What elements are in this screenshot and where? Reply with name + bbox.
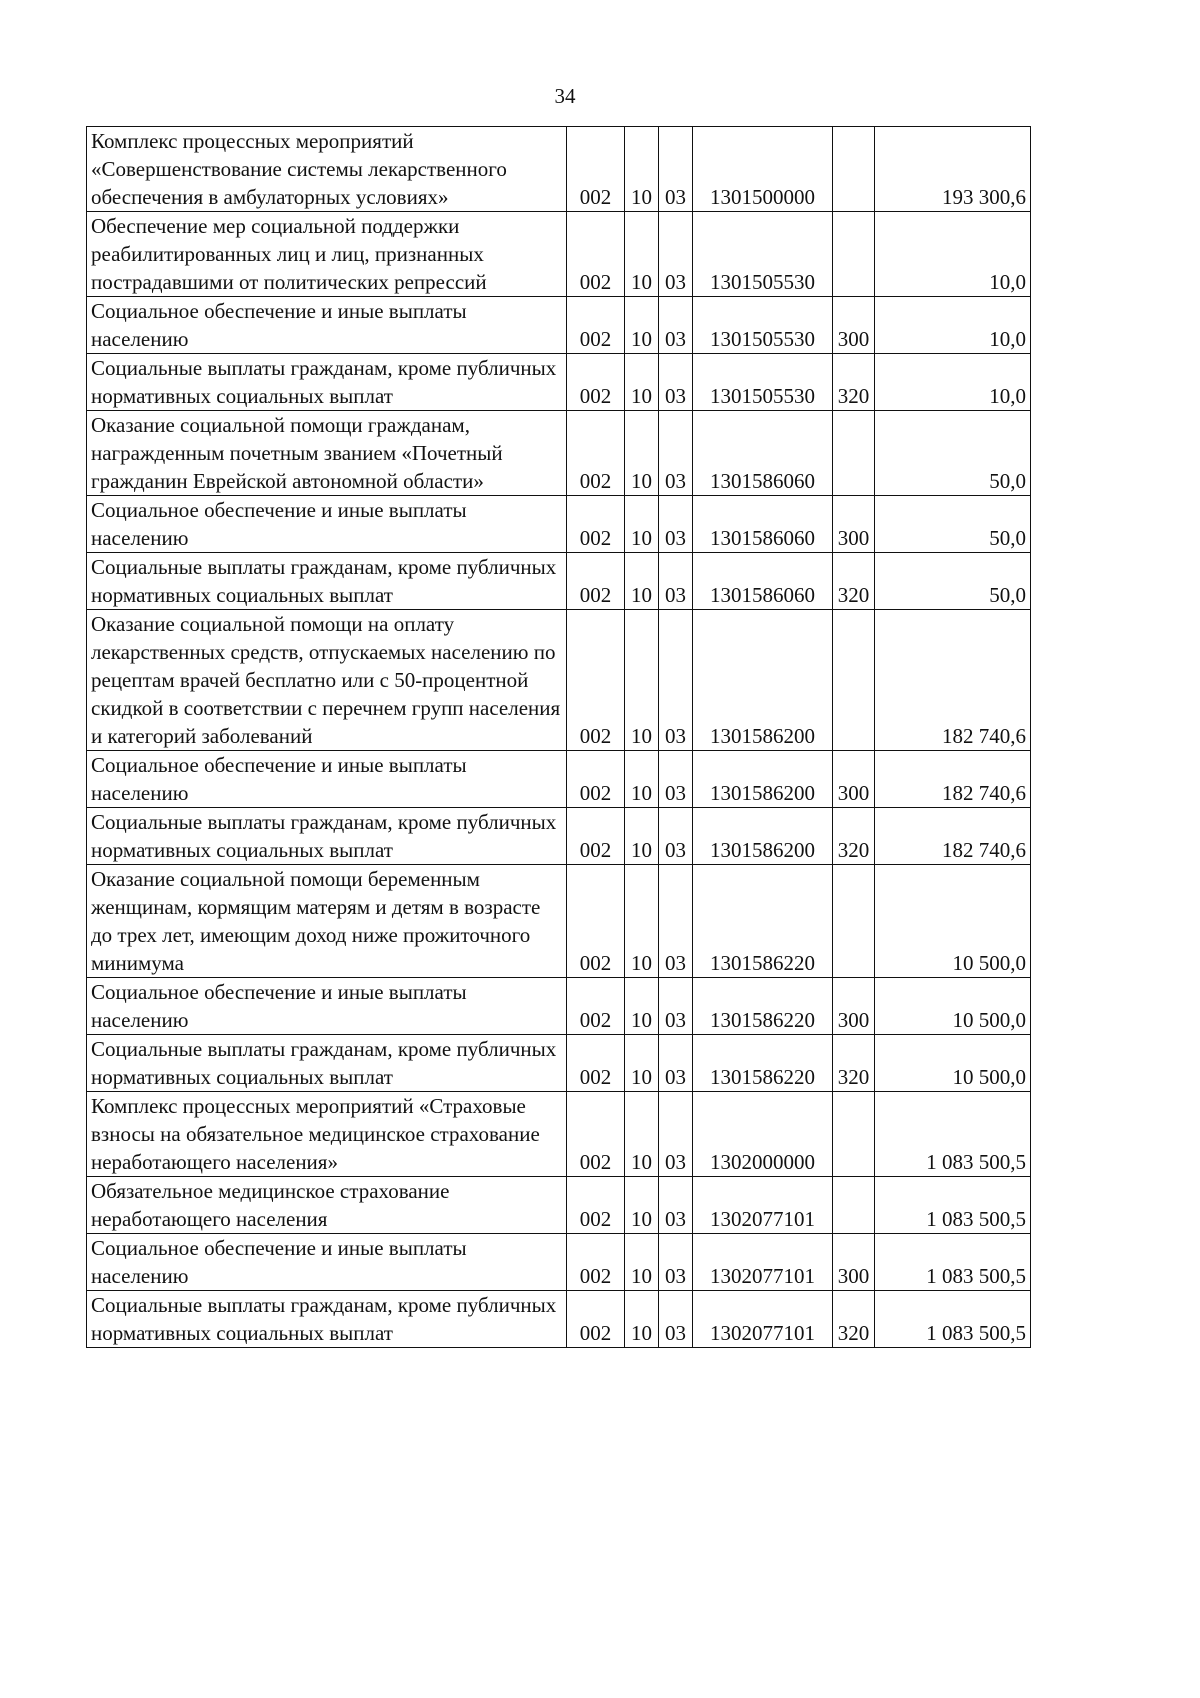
amount-cell: 193 300,6 [875, 127, 1031, 212]
amount-cell: 10 500,0 [875, 865, 1031, 978]
ministry-code-cell: 002 [567, 751, 625, 808]
target-article-cell: 1302077101 [693, 1291, 833, 1348]
row-name-cell: Обеспечение мер социальной поддержки реабилитированных лиц и лиц, признанных пострадавшими от политических репрессий [87, 212, 567, 297]
section-code-cell: 10 [625, 751, 659, 808]
expense-type-cell [833, 610, 875, 751]
section-code-cell: 10 [625, 127, 659, 212]
ministry-code-cell: 002 [567, 212, 625, 297]
table-row [87, 496, 1031, 553]
ministry-code-cell: 002 [567, 354, 625, 411]
ministry-code-cell: 002 [567, 1234, 625, 1291]
amount-cell: 182 740,6 [875, 751, 1031, 808]
table-row [87, 865, 1031, 978]
section-code-cell: 10 [625, 1234, 659, 1291]
table-row [87, 553, 1031, 610]
target-article-cell: 1301500000 [693, 127, 833, 212]
table-row [87, 610, 1031, 751]
row-name-cell: Оказание социальной помощи беременным женщинам, кормящим матерям и детям в возрасте до трех лет, имеющим доход ниже прожиточного минимума [87, 865, 567, 978]
table-row [87, 1234, 1031, 1291]
ministry-code-cell: 002 [567, 411, 625, 496]
target-article-cell: 1301586060 [693, 553, 833, 610]
subsection-code-cell: 03 [659, 297, 693, 354]
amount-cell: 50,0 [875, 411, 1031, 496]
target-article-cell: 1301586220 [693, 865, 833, 978]
expense-type-cell [833, 865, 875, 978]
ministry-code-cell: 002 [567, 865, 625, 978]
table-row [87, 978, 1031, 1035]
ministry-code-cell: 002 [567, 297, 625, 354]
row-name-cell: Комплекс процессных мероприятий «Страховые взносы на обязательное медицинское страхование неработающего населения» [87, 1092, 567, 1177]
amount-cell: 1 083 500,5 [875, 1234, 1031, 1291]
row-name-cell: Оказание социальной помощи гражданам, награжденным почетным званием «Почетный гражданин Еврейской автономной области» [87, 411, 567, 496]
amount-cell: 50,0 [875, 553, 1031, 610]
subsection-code-cell: 03 [659, 1291, 693, 1348]
row-name-cell: Социальные выплаты гражданам, кроме публичных нормативных социальных выплат [87, 354, 567, 411]
subsection-code-cell: 03 [659, 1092, 693, 1177]
section-code-cell: 10 [625, 1291, 659, 1348]
target-article-cell: 1301505530 [693, 212, 833, 297]
section-code-cell: 10 [625, 865, 659, 978]
section-code-cell: 10 [625, 808, 659, 865]
expense-type-cell: 320 [833, 1291, 875, 1348]
row-name-cell: Социальные выплаты гражданам, кроме публичных нормативных социальных выплат [87, 1291, 567, 1348]
section-code-cell: 10 [625, 297, 659, 354]
expense-type-cell: 320 [833, 808, 875, 865]
row-name-cell: Социальное обеспечение и иные выплаты населению [87, 751, 567, 808]
expense-type-cell: 300 [833, 297, 875, 354]
page-number: 34 [554, 84, 576, 108]
expense-type-cell [833, 1177, 875, 1234]
row-name-cell: Социальное обеспечение и иные выплаты населению [87, 297, 567, 354]
expense-type-cell: 320 [833, 354, 875, 411]
amount-cell: 182 740,6 [875, 610, 1031, 751]
ministry-code-cell: 002 [567, 808, 625, 865]
amount-cell: 10,0 [875, 212, 1031, 297]
target-article-cell: 1301586060 [693, 496, 833, 553]
section-code-cell: 10 [625, 1177, 659, 1234]
section-code-cell: 10 [625, 553, 659, 610]
table-row [87, 212, 1031, 297]
amount-cell: 10,0 [875, 297, 1031, 354]
section-code-cell: 10 [625, 1092, 659, 1177]
row-name-cell: Социальное обеспечение и иные выплаты населению [87, 496, 567, 553]
expense-type-cell: 300 [833, 978, 875, 1035]
target-article-cell: 1302077101 [693, 1234, 833, 1291]
subsection-code-cell: 03 [659, 212, 693, 297]
amount-cell: 10 500,0 [875, 1035, 1031, 1092]
ministry-code-cell: 002 [567, 1092, 625, 1177]
expense-type-cell [833, 1092, 875, 1177]
target-article-cell: 1301505530 [693, 297, 833, 354]
section-code-cell: 10 [625, 212, 659, 297]
amount-cell: 1 083 500,5 [875, 1092, 1031, 1177]
target-article-cell: 1301586220 [693, 1035, 833, 1092]
row-name-cell: Социальные выплаты гражданам, кроме публичных нормативных социальных выплат [87, 1035, 567, 1092]
expense-type-cell: 300 [833, 496, 875, 553]
ministry-code-cell: 002 [567, 496, 625, 553]
section-code-cell: 10 [625, 1035, 659, 1092]
amount-cell: 182 740,6 [875, 808, 1031, 865]
subsection-code-cell: 03 [659, 553, 693, 610]
section-code-cell: 10 [625, 610, 659, 751]
table-row [87, 354, 1031, 411]
table-row [87, 808, 1031, 865]
table-row [87, 411, 1031, 496]
ministry-code-cell: 002 [567, 553, 625, 610]
target-article-cell: 1302077101 [693, 1177, 833, 1234]
amount-cell: 50,0 [875, 496, 1031, 553]
ministry-code-cell: 002 [567, 1035, 625, 1092]
row-name-cell: Социальные выплаты гражданам, кроме публичных нормативных социальных выплат [87, 553, 567, 610]
expense-type-cell: 320 [833, 553, 875, 610]
amount-cell: 1 083 500,5 [875, 1177, 1031, 1234]
amount-cell: 1 083 500,5 [875, 1291, 1031, 1348]
ministry-code-cell: 002 [567, 610, 625, 751]
table-row [87, 1177, 1031, 1234]
table-row [87, 1035, 1031, 1092]
subsection-code-cell: 03 [659, 1177, 693, 1234]
expense-type-cell: 300 [833, 751, 875, 808]
row-name-cell: Социальное обеспечение и иные выплаты населению [87, 978, 567, 1035]
target-article-cell: 1301505530 [693, 354, 833, 411]
row-name-cell: Оказание социальной помощи на оплату лекарственных средств, отпускаемых населению по рецептам врачей бесплатно или с 50-процентной скидкой в соответствии с перечнем групп населения и категорий заболеваний [87, 610, 567, 751]
amount-cell: 10 500,0 [875, 978, 1031, 1035]
table-row [87, 751, 1031, 808]
subsection-code-cell: 03 [659, 496, 693, 553]
table-row [87, 1092, 1031, 1177]
expense-type-cell: 300 [833, 1234, 875, 1291]
subsection-code-cell: 03 [659, 610, 693, 751]
ministry-code-cell: 002 [567, 1291, 625, 1348]
row-name-cell: Социальные выплаты гражданам, кроме публичных нормативных социальных выплат [87, 808, 567, 865]
target-article-cell: 1301586200 [693, 610, 833, 751]
ministry-code-cell: 002 [567, 978, 625, 1035]
section-code-cell: 10 [625, 354, 659, 411]
table-body [87, 127, 1031, 1348]
subsection-code-cell: 03 [659, 808, 693, 865]
expense-type-cell [833, 127, 875, 212]
expense-type-cell [833, 411, 875, 496]
subsection-code-cell: 03 [659, 354, 693, 411]
row-name-cell: Социальное обеспечение и иные выплаты населению [87, 1234, 567, 1291]
section-code-cell: 10 [625, 496, 659, 553]
expense-type-cell [833, 212, 875, 297]
subsection-code-cell: 03 [659, 865, 693, 978]
row-name-cell: Комплекс процессных мероприятий «Совершенствование системы лекарственного обеспечения в амбулаторных условиях» [87, 127, 567, 212]
table-row [87, 297, 1031, 354]
subsection-code-cell: 03 [659, 751, 693, 808]
subsection-code-cell: 03 [659, 1234, 693, 1291]
ministry-code-cell: 002 [567, 127, 625, 212]
ministry-code-cell: 002 [567, 1177, 625, 1234]
section-code-cell: 10 [625, 411, 659, 496]
subsection-code-cell: 03 [659, 1035, 693, 1092]
row-name-cell: Обязательное медицинское страхование неработающего населения [87, 1177, 567, 1234]
target-article-cell: 1301586200 [693, 751, 833, 808]
table-row [87, 127, 1031, 212]
section-code-cell: 10 [625, 978, 659, 1035]
amount-cell: 10,0 [875, 354, 1031, 411]
target-article-cell: 1301586060 [693, 411, 833, 496]
table-row [87, 1291, 1031, 1348]
subsection-code-cell: 03 [659, 411, 693, 496]
budget-table [86, 126, 1031, 1348]
subsection-code-cell: 03 [659, 978, 693, 1035]
subsection-code-cell: 03 [659, 127, 693, 212]
target-article-cell: 1301586220 [693, 978, 833, 1035]
target-article-cell: 1302000000 [693, 1092, 833, 1177]
expense-type-cell: 320 [833, 1035, 875, 1092]
target-article-cell: 1301586200 [693, 808, 833, 865]
